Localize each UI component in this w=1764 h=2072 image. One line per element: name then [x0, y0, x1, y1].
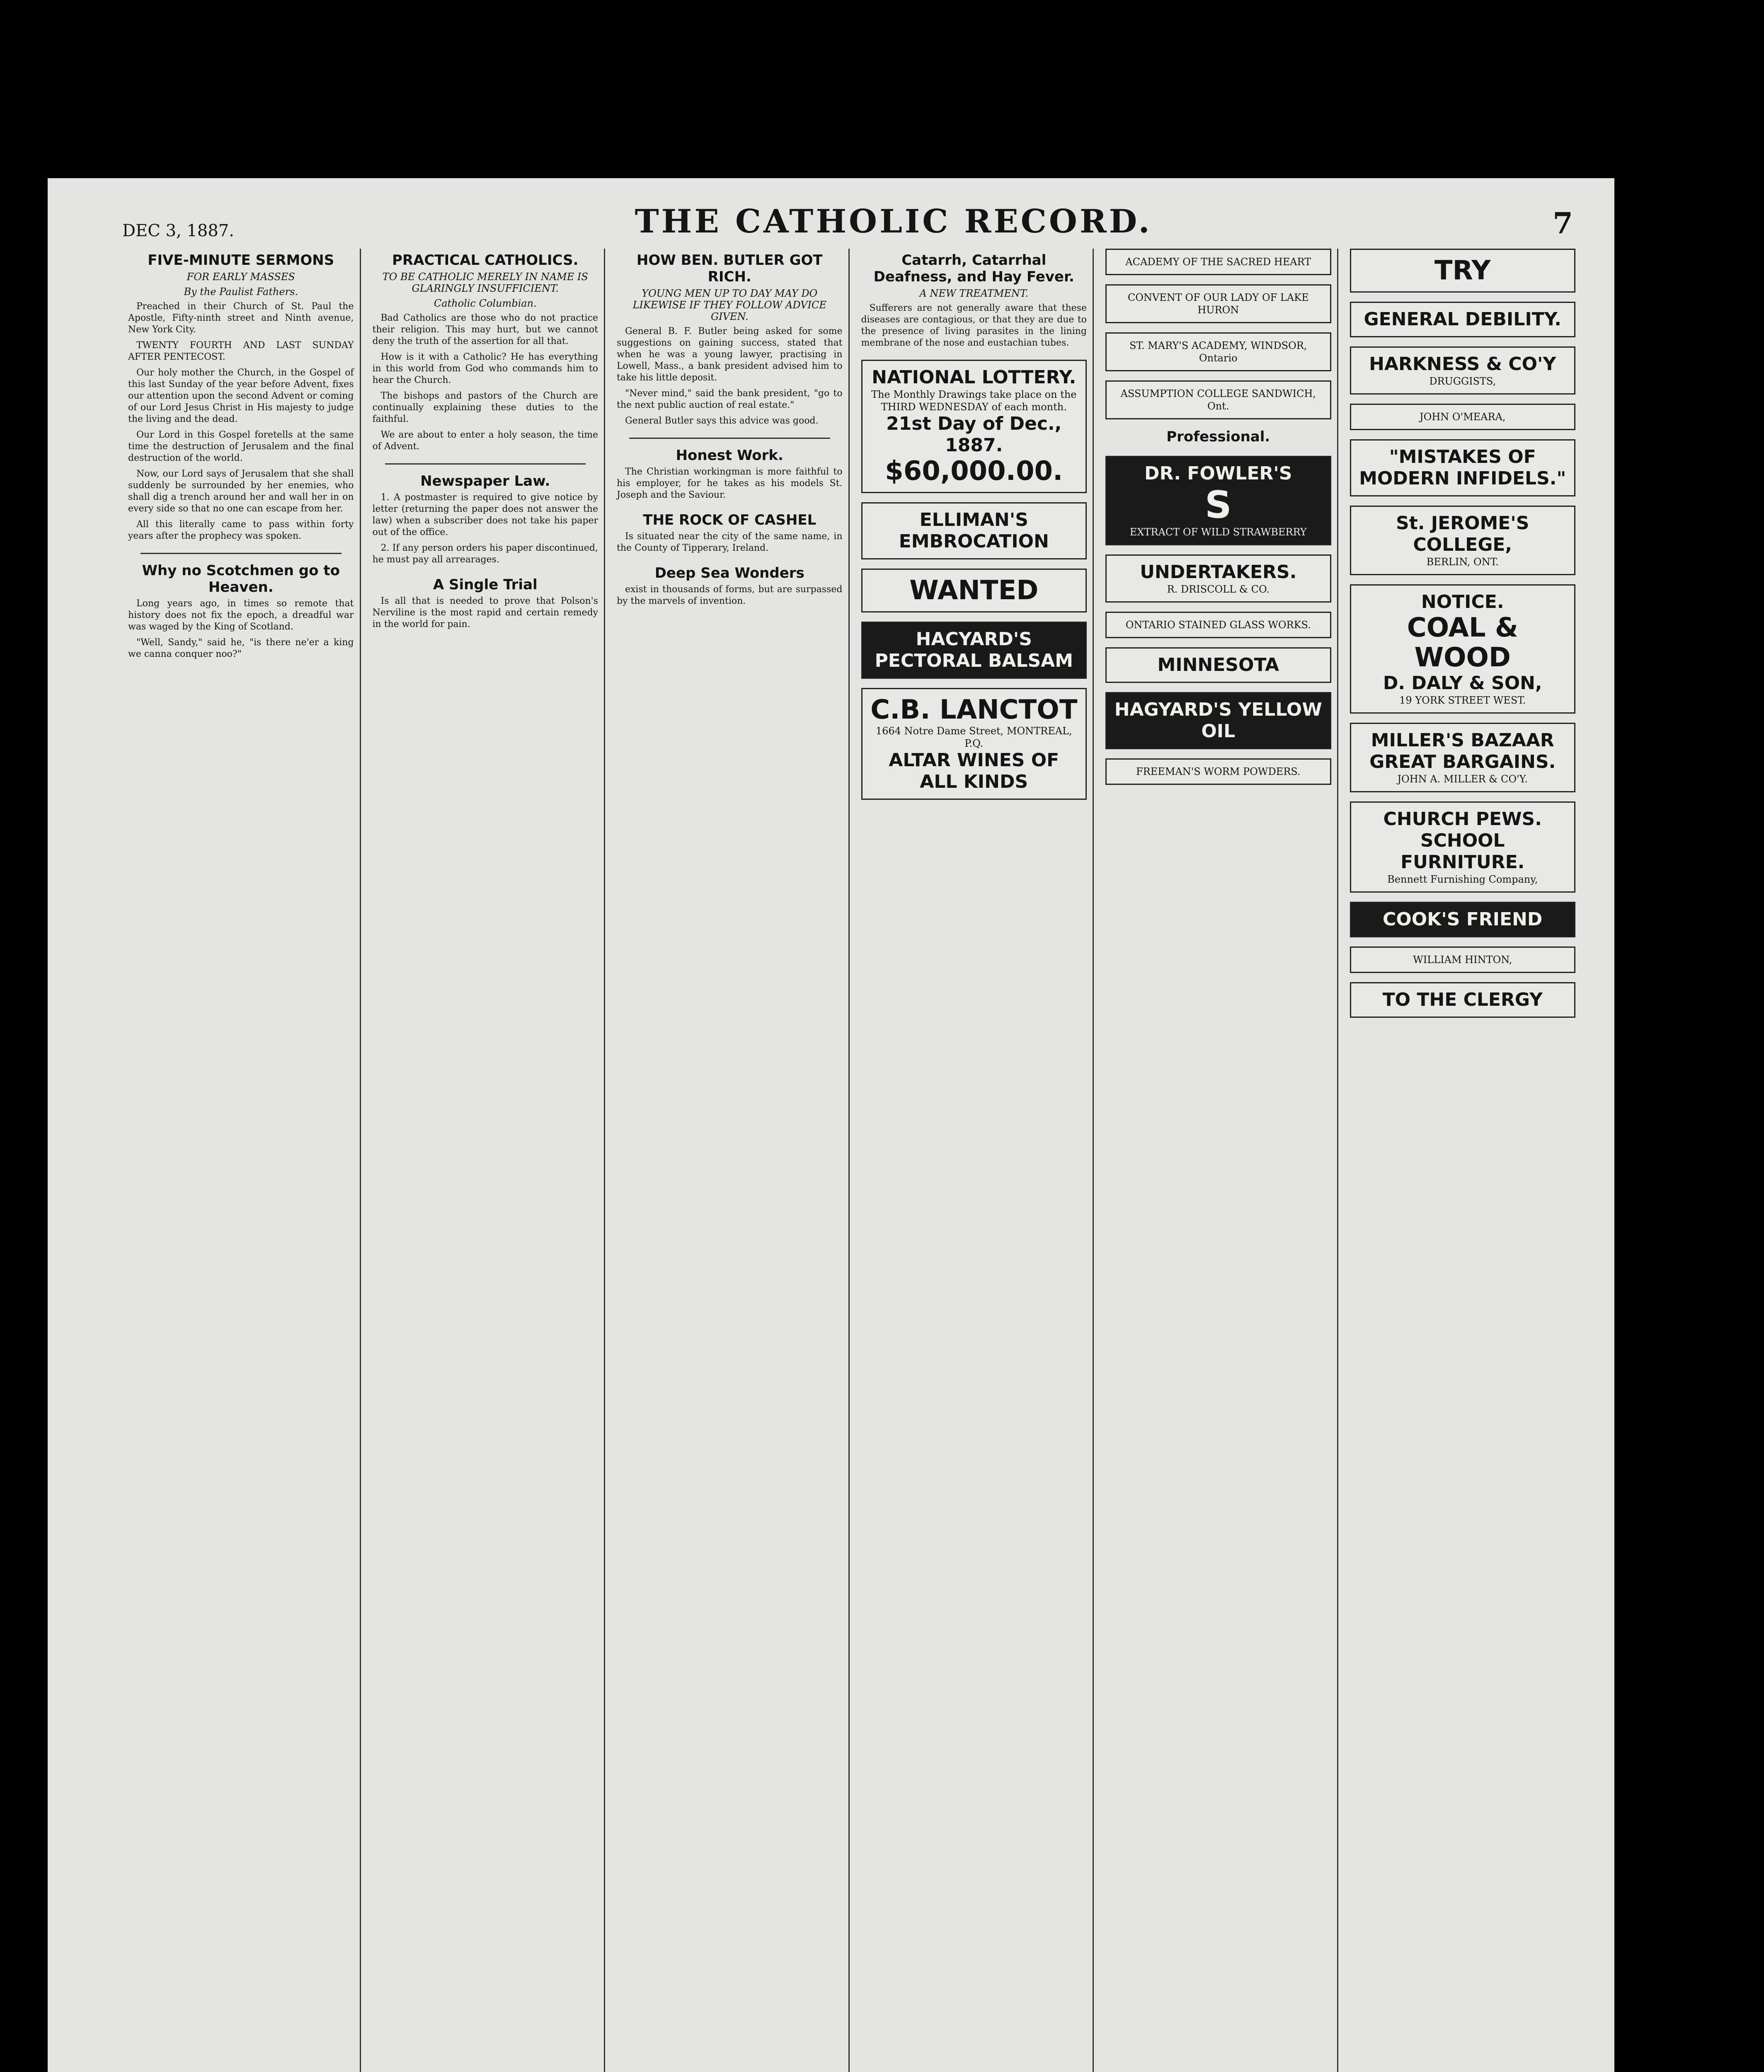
column-2	[367, 249, 606, 2072]
bazaar-ad	[1350, 723, 1576, 792]
ad-title: ELLIMAN'S EMBROCATION	[899, 509, 1049, 552]
jerome-ad	[1350, 506, 1576, 575]
ad-title: FREEMAN'S WORM POWDERS.	[1136, 766, 1301, 777]
article-headline: Why no Scotchmen go to Heaven.	[142, 562, 340, 595]
paragraph: Preached in their Church of St. Paul the Apostle, Fifty-ninth street and Ninth avenue, New York City.	[128, 301, 354, 335]
hinton-ad	[1350, 946, 1576, 973]
cooks-friend-ad	[1350, 902, 1576, 937]
article-headline: FIVE-MINUTE SERMONS	[148, 252, 334, 269]
worm-powder-ad	[1105, 758, 1331, 785]
ad-title: NATIONAL LOTTERY.	[872, 367, 1076, 388]
divider	[385, 463, 586, 465]
paragraph: Is situated near the city of the same name, in the County of Tipperary, Ireland.	[617, 531, 843, 553]
ad-title: TRY	[1434, 255, 1491, 286]
ad-title: MINNESOTA	[1157, 654, 1279, 675]
paragraph: Bad Catholics are those who do not practice their religion. This may hurt, but we cannot deny the truth of the assertion for all that.	[372, 313, 598, 346]
paragraph: How is it with a Catholic? He has everything in this world from God who commands him to hear the Church.	[372, 352, 598, 385]
paragraph: Sufferers are not generally aware that these diseases are contagious, or that they are due to the presence of living parasites in the lining membrane of the nose and eustachian tubes.	[861, 303, 1087, 348]
columns	[122, 249, 1581, 2072]
ad-line: ALTAR WINES OF ALL KINDS	[889, 750, 1059, 792]
divider	[629, 438, 830, 439]
undertakers-ad	[1105, 554, 1331, 603]
article-headline: A Single Trial	[433, 576, 538, 593]
ad-title: COOK'S FRIEND	[1383, 909, 1543, 930]
newspaper-title: THE CATHOLIC RECORD.	[635, 203, 1152, 240]
debility-ad	[1350, 302, 1576, 337]
ad-title: JOHN O'MEARA,	[1419, 411, 1506, 423]
column-5	[1100, 249, 1338, 2072]
ad-name: Bennett Furnishing Company,	[1387, 874, 1538, 885]
ad-text: The Monthly Drawings take place on the THIRD WEDNESDAY of each month.	[871, 389, 1077, 413]
honest-work-article	[617, 447, 843, 501]
ad-title: GENERAL DEBILITY.	[1364, 309, 1562, 330]
professional-section	[1105, 428, 1331, 445]
ad-date: 21st Day of Dec., 1887.	[886, 413, 1062, 456]
article-byline: Catholic Columbian.	[434, 298, 537, 309]
article-headline: PRACTICAL CATHOLICS.	[392, 252, 579, 269]
column-1	[122, 249, 361, 2072]
lanctot-ad	[861, 688, 1087, 800]
article-headline: THE ROCK OF CASHEL	[643, 512, 817, 528]
paragraph: 1. A postmaster is required to give notice by letter (returning the paper does not answer the law) when a subscriber does not take his paper out of the office.	[372, 492, 598, 537]
deep-sea-article	[617, 565, 843, 607]
paragraph: "Well, Sandy," said he, "is there ne'er a king we canna conquer noo?"	[128, 637, 354, 659]
ad-title: WANTED	[909, 575, 1039, 606]
column-3	[611, 249, 850, 2072]
catarrh-article	[861, 252, 1087, 349]
ad-title: ST. MARY'S ACADEMY, WINDSOR, Ontario	[1129, 340, 1307, 364]
scotchmen-article	[128, 562, 354, 660]
glass-ad	[1105, 612, 1331, 638]
article-headline: Catarrh, Catarrhal Deafness, and Hay Fever.	[873, 252, 1074, 285]
ad-line: EXTRACT OF WILD STRAWBERRY	[1129, 526, 1307, 538]
hacyard-ad	[861, 622, 1087, 679]
ad-title: HACYARD'S PECTORAL BALSAM	[875, 629, 1073, 671]
lottery-ad	[861, 360, 1087, 493]
single-trial-article	[373, 576, 598, 630]
butler-article	[617, 252, 843, 427]
article-subhead: FOR EARLY MASSES	[187, 271, 295, 283]
paragraph: "Never mind," said the bank president, "go to the next public auction of real estate."	[617, 388, 843, 410]
clergy-ad	[1350, 982, 1576, 1018]
paragraph: General Butler says this advice was good.	[625, 416, 819, 426]
try-ad	[1350, 249, 1576, 293]
article-byline: By the Paulist Fathers.	[184, 286, 298, 298]
column-4	[855, 249, 1094, 2072]
fowler-ad	[1105, 456, 1331, 545]
ad-title: St. JEROME'S COLLEGE,	[1396, 513, 1529, 555]
academy-ad	[1105, 332, 1331, 371]
masthead	[122, 195, 1573, 240]
ad-title: UNDERTAKERS.	[1140, 562, 1297, 583]
ad-sub: BERLIN, ONT.	[1426, 556, 1499, 568]
paragraph: Our Lord in this Gospel foretells at the same time the destruction of Jerusalem and the final destruction of the world.	[128, 430, 354, 463]
section-headline: Professional.	[1166, 428, 1270, 445]
paragraph: exist in thousands of forms, but are surpassed by the marvels of invention.	[617, 584, 843, 606]
newspaper-law-article	[373, 473, 598, 566]
article-subhead: TO BE CATHOLIC MERELY IN NAME IS GLARINGLY INSUFFICIENT.	[382, 271, 588, 294]
article-headline: HOW BEN. BUTLER GOT RICH.	[636, 252, 823, 285]
ad-amount: $60,000.00.	[885, 456, 1063, 487]
ad-address: 19 YORK STREET WEST.	[1399, 695, 1526, 706]
mistakes-ad	[1350, 439, 1576, 496]
ad-title: MILLER'S BAZAAR	[1371, 730, 1554, 751]
newspaper-page	[48, 178, 1614, 2072]
issue-date: DEC 3, 1887.	[122, 221, 234, 240]
paragraph: TWENTY FOURTH AND LAST SUNDAY AFTER PENTECOST.	[128, 340, 354, 362]
paragraph: Is all that is needed to prove that Polson's Nerviline is the most rapid and certain remedy in the world for pain.	[372, 596, 598, 629]
ad-title: C.B. LANCTOT	[870, 695, 1078, 725]
ad-title: ONTARIO STAINED GLASS WORKS.	[1125, 619, 1311, 631]
paragraph: We are about to enter a holy season, the time of Advent.	[372, 430, 598, 452]
sermon-article	[128, 252, 354, 542]
ad-name: JOHN A. MILLER & CO'Y.	[1397, 773, 1528, 785]
ad-sub: DRUGGISTS,	[1429, 375, 1496, 387]
article-subhead: YOUNG MEN UP TO DAY MAY DO LIKEWISE IF THEY FOLLOW ADVICE GIVEN.	[632, 288, 826, 322]
column-6	[1344, 249, 1582, 2072]
ad-name: D. DALY & SON,	[1383, 673, 1542, 694]
academy-ad	[1105, 284, 1331, 323]
omeara-ad	[1350, 404, 1576, 430]
coal-ad	[1350, 584, 1576, 714]
academy-ad	[1105, 249, 1331, 275]
ad-title: HAGYARD'S YELLOW OIL	[1114, 699, 1322, 742]
article-subhead: A NEW TREATMENT.	[919, 288, 1029, 299]
paragraph: Our holy mother the Church, in the Gospel of this last Sunday of the year before Advent, fixes our attention upon the second Advent or coming of our Lord Jesus Christ in His majesty to judge the living and the dead.	[128, 368, 354, 424]
article-headline: Deep Sea Wonders	[654, 565, 804, 581]
wanted-ad	[861, 569, 1087, 612]
ad-title: COAL & WOOD	[1407, 612, 1518, 673]
paragraph: General B. F. Butler being asked for some suggestions on gaining success, stated that when he was a young lawyer, practising in Lowell, Mass., a bank president advised him to take his little deposit.	[617, 326, 843, 383]
article-headline: Newspaper Law.	[420, 473, 550, 489]
ad-logo-letter: S	[1204, 483, 1232, 527]
page-number: 7	[1553, 206, 1573, 240]
paragraph: The Christian workingman is more faithful to his employer, for he takes as his models St. Joseph and the Saviour.	[617, 467, 843, 500]
paragraph: All this literally came to pass within forty years after the prophecy was spoken.	[128, 519, 354, 541]
academy-ad	[1105, 380, 1331, 419]
paragraph: 2. If any person orders his paper discontinued, he must pay all arrearages.	[372, 543, 598, 565]
ad-title: WILLIAM HINTON,	[1413, 954, 1512, 966]
yellow-oil-ad	[1105, 692, 1331, 749]
ad-notice: NOTICE.	[1421, 591, 1504, 612]
elliman-ad	[861, 502, 1087, 559]
ad-title: ASSUMPTION COLLEGE SANDWICH, Ont.	[1120, 388, 1316, 412]
paragraph: The bishops and pastors of the Church are continually explaining these duties to the faithful.	[372, 391, 598, 424]
ad-address: 1664 Notre Dame Street, MONTREAL, P.Q.	[875, 725, 1072, 749]
divider	[141, 553, 342, 554]
ad-sub: SCHOOL FURNITURE.	[1401, 830, 1525, 873]
ad-brand: DR. FOWLER'S	[1144, 463, 1292, 484]
ad-title: "MISTAKES OF MODERN INFIDELS."	[1359, 446, 1566, 489]
ad-name: R. DRISCOLL & CO.	[1167, 583, 1270, 595]
practical-catholics-article	[373, 252, 598, 453]
article-headline: Honest Work.	[676, 447, 783, 464]
ad-title: HARKNESS & CO'Y	[1369, 353, 1556, 375]
rock-of-cashel-article	[617, 512, 843, 554]
harkness-ad	[1350, 346, 1576, 395]
paragraph: Long years ago, in times so remote that history does not fix the epoch, a dreadful war was waged by the King of Scotland.	[128, 598, 354, 632]
ad-title: CONVENT OF OUR LADY OF LAKE HURON	[1127, 292, 1309, 316]
ad-title: ACADEMY OF THE SACRED HEART	[1125, 256, 1311, 268]
ad-sub: GREAT BARGAINS.	[1369, 751, 1556, 772]
minnesota-ad	[1105, 647, 1331, 683]
furniture-ad	[1350, 801, 1576, 893]
ad-title: CHURCH PEWS.	[1383, 808, 1542, 830]
paragraph: Now, our Lord says of Jerusalem that she shall suddenly be surrounded by her enemies, who shall dig a trench around her and wall her in on every side so that no one can escape from her.	[128, 469, 354, 514]
ad-title: TO THE CLERGY	[1382, 989, 1543, 1010]
